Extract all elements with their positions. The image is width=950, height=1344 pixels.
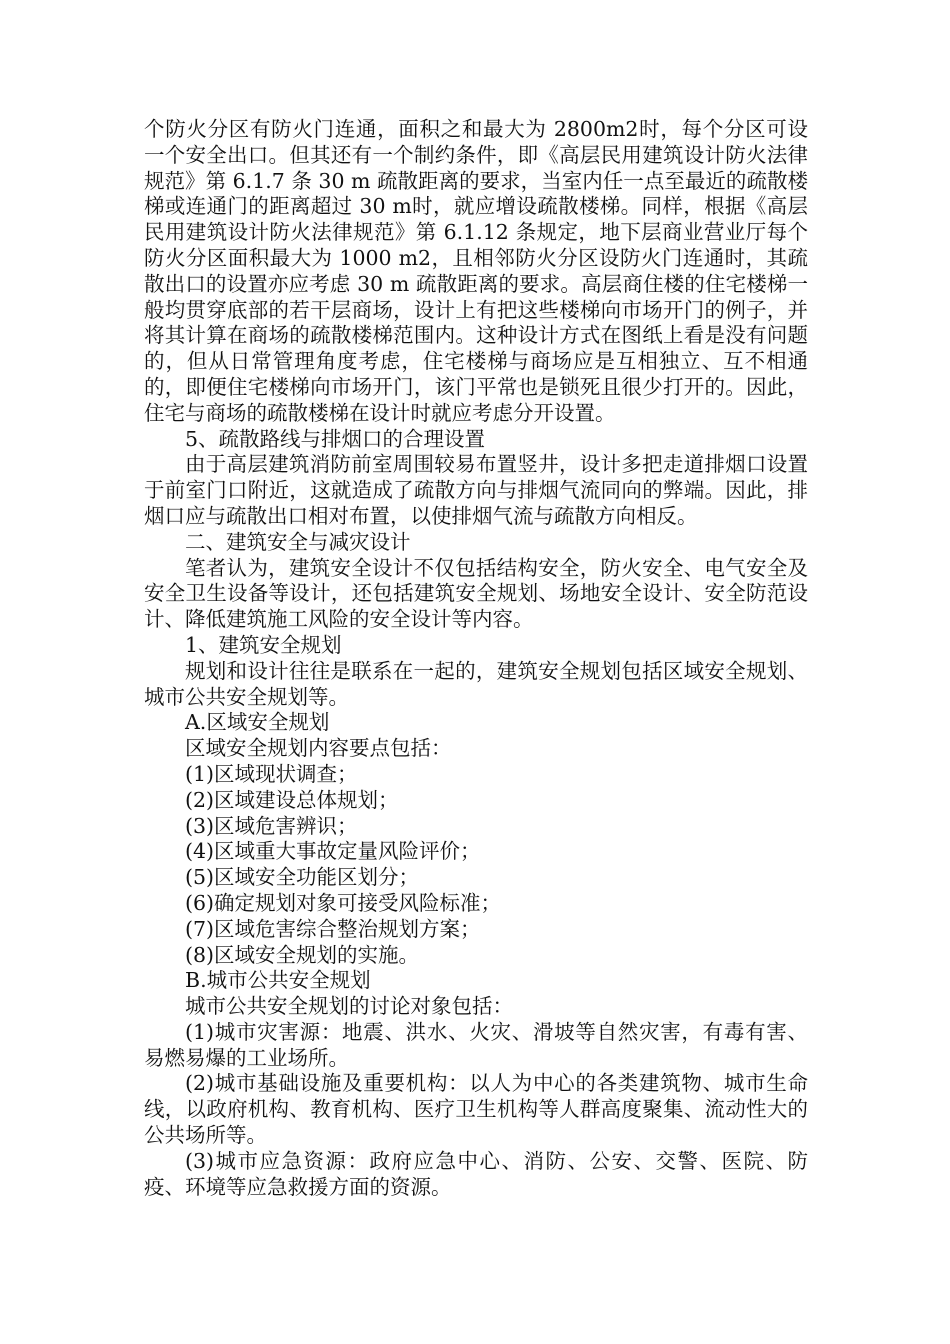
list-item: (3)区域危害辨识；	[185, 813, 358, 838]
paragraph-planning-intro: 规划和设计往往是联系在一起的，建筑安全规划包括区域安全规划、城市公共安全规划等。	[144, 658, 808, 709]
paragraph-smoke-exhaust: 由于高层建筑消防前室周围较易布置竖井，设计多把走道排烟口设置于前室门口附近，这就造成了疏散方向与排烟气流同向的弊端。因此，排烟口应与疏散出口相对布置，以使排烟气流与疏散方向相反。	[144, 452, 808, 528]
paragraph-safety-design: 笔者认为，建筑安全设计不仅包括结构安全，防火安全、电气安全及安全卫生设备等设计，还包括建筑安全规划、场地安全设计、安全防范设计、降低建筑施工风险的安全设计等内容。	[144, 555, 808, 632]
heading-regional-planning: A.区域安全规划	[185, 710, 330, 735]
heading-urban-planning: B.城市公共安全规划	[185, 968, 371, 993]
paragraph-evacuation-stairs: 个防火分区有防火门连通，面积之和最大为 2800m2时，每个分区可设一个安全出口。但其还有一个制约条件，即《高层民用建筑设计防火法律规范》第 6.1.7 条 30 m 疏散距离的要求，当室内任一点至最近的疏散楼梯或连通门的距离超过 30 m时，就应增设疏散楼梯。同样，根据《高层民用建筑设计防火法律规范》第 6.1.12 条规定，地下层商业营业厅每个防火分区面积最大为 1000 m2，且相邻防火分区设防火门连通时，其疏散出口的设置亦应考虑 30 m 疏散距离的要求。高层商住楼的住宅楼梯一般均贯穿底部的若干层商场，设计上有把这些楼梯向市场开门的例子，并将其计算在商场的疏散楼梯范围内。这种设计方式在图纸上看是没有问题的，但从日常管理角度考虑，住宅楼梯与商场应是互相独立、互不相通的，即便住宅楼梯向市场开门，该门平常也是锁死且很少打开的。因此，住宅与商场的疏散楼梯在设计时就应考虑分开设置。	[144, 117, 808, 425]
list-item: (4)区域重大事故定量风险评价；	[185, 839, 481, 864]
list-item: (1)区域现状调查；	[185, 761, 358, 786]
list-item: (5)区域安全功能区划分；	[185, 865, 420, 890]
list-item: (2)区域建设总体规划；	[185, 787, 399, 812]
list-item: (8)区域安全规划的实施。	[185, 942, 420, 967]
heading-evacuation-route: 5、疏散路线与排烟口的合理设置	[185, 426, 486, 451]
list-item: (1)城市灾害源：地震、洪水、火灾、滑坡等自然灾害，有毒有害、易燃易爆的工业场所。	[144, 1019, 808, 1070]
heading-building-safety: 二、建筑安全与减灾设计	[185, 529, 411, 554]
document-page	[144, 117, 808, 1200]
list-item: (6)确定规划对象可接受风险标准；	[185, 890, 502, 915]
list-item: (3)城市应急资源：政府应急中心、消防、公安、交警、医院、防疫、环境等应急救援方面的资源。	[144, 1148, 808, 1199]
list-item: (7)区域危害综合整治规划方案；	[185, 916, 481, 941]
list-item: (2)城市基础设施及重要机构：以人为中心的各类建筑物、城市生命线，以政府机构、教育机构、医疗卫生机构等人群高度聚集、流动性大的公共场所等。	[144, 1071, 808, 1148]
paragraph-regional-points: 区域安全规划内容要点包括：	[185, 736, 452, 761]
paragraph-urban-objects: 城市公共安全规划的讨论对象包括：	[185, 994, 513, 1019]
heading-safety-planning: 1、建筑安全规划	[185, 632, 342, 657]
